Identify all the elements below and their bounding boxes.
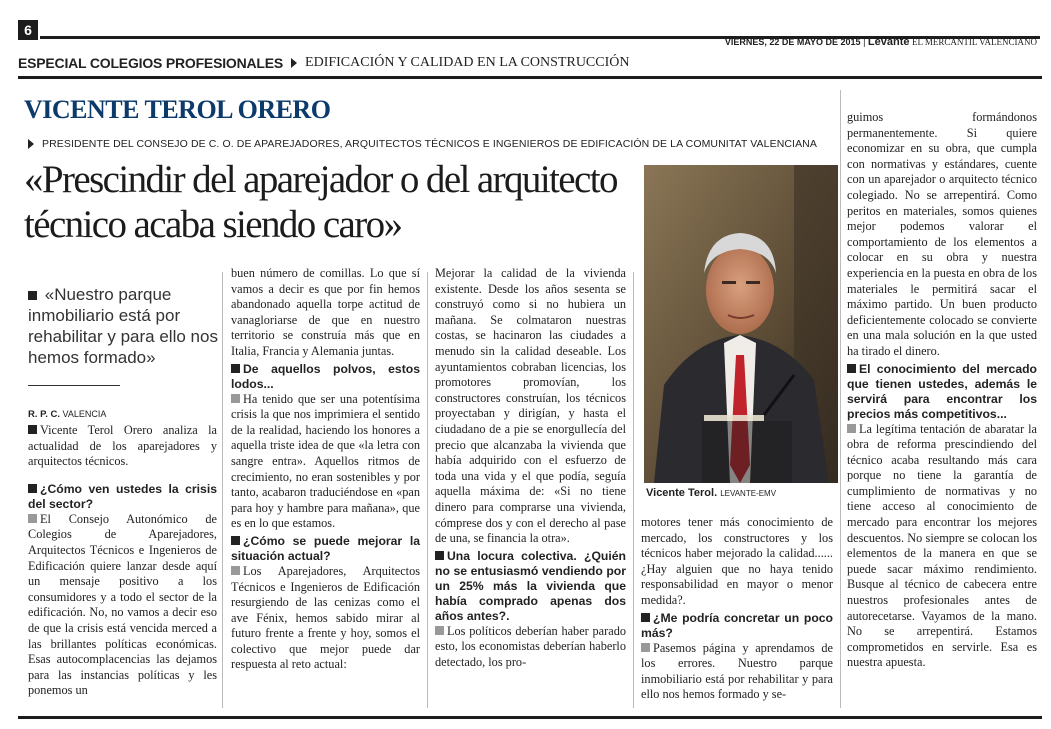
photo-caption [646, 487, 776, 499]
byline [28, 408, 217, 421]
photo-credit: LEVANTE-EMV [720, 489, 777, 498]
column-divider [633, 272, 634, 708]
answer: Los Aparejadores, Arquitectos Técnicos e Ingenieros de Edificación resurgiendo de las cenizas como el ave Fénix, hemos sabido mirar al futuro frente a frente y hoy, somos el colectivo que mejor puede dar respuesta al reto actual: [231, 563, 420, 672]
question-marker-icon [641, 613, 650, 622]
issue-date: VIERNES, 22 DE MAYO DE 2015 [724, 37, 861, 47]
question-marker-icon [847, 364, 856, 373]
brand-subtitle: EL MERCANTIL VALENCIANO [912, 37, 1037, 47]
section-subtitle: EDIFICACIÓN Y CALIDAD EN LA CONSTRUCCIÓN [305, 55, 630, 70]
section-lead: ESPECIAL COLEGIOS PROFESIONALES [18, 55, 284, 71]
question: ¿Cómo se puede mejorar la situación actual? [231, 533, 420, 563]
page-number: 6 [18, 20, 38, 40]
column-1 [28, 408, 217, 699]
role-text: PRESIDENTE DEL CONSEJO DE C. O. DE APAREJADORES, ARQUITECTOS TÉCNICOS E INGENIEROS DE EDIFICACIÓN DE LA COMUNITAT VALENCIANA [42, 138, 817, 150]
question-marker-icon [435, 551, 444, 560]
answer: La legítima tentación de abaratar la obra de reforma prescindiendo del técnico acaba resultando más cara porque no tiene la garantía de cumplimiento de normativas y no tiene acceso al conocimiento de mercado para encontrar los mejores descuentos. No siempre se colocan los elementos de la manera en que se puede sacar máximo rendimiento. Busque al técnico de cabecera entre nuestros profesionales antes de autorecetarse. Vayamos de la mano. No se arrepentirá. Estamos comprometidos en servirle. Esa es nuestra apuesta. [847, 421, 1037, 670]
paragraph: buen número de comillas. Lo que sí vamos a decir es que por fin hemos abandonado aquella torpe actitud de vanagloriarse de que en nuestro territorio se construía más que en Italia, Francia y Alemania juntas. [231, 266, 420, 358]
question-marker-icon [231, 364, 240, 373]
answer-marker-icon [641, 643, 650, 652]
answer-marker-icon [847, 424, 856, 433]
answer-marker-icon [231, 566, 240, 575]
lead-marker-icon [28, 425, 37, 434]
bottom-rule [18, 716, 1042, 719]
answer: Los políticos deberían haber parado esto, los economistas deberían haberlo detectado, los pro- [435, 623, 626, 669]
answer-marker-icon [231, 394, 240, 403]
answer: Ha tenido que ser una potentísima crisis la que nos imprimiera el sentido de la realidad, haciendo los honores a aquella triste idea de que «la letra con sangre entra». Aquellos ritmos de crecimiento, no eran sostenibles y por tanto, acabaron traduciéndose en «pan para hoy y hambre para mañana», que es en lo que estamos. [231, 391, 420, 531]
triangle-icon [28, 139, 34, 149]
question-marker-icon [231, 536, 240, 545]
paragraph: motores tener más conocimiento de mercado, los constructores y los técnicos haber mejorado la calidad......¿Hay alguien que no haya tenido responsabilidad en mayor o menor medida?. [641, 515, 833, 607]
byline-place: VALENCIA [62, 409, 107, 419]
answer: El Consejo Autonómico de Colegios de Aparejadores, Arquitectos Técnicos e Ingenieros de Edificación quiere lanzar desde aquí un mensaje positivo a los consumidores y a todo el sector de la edificación. No, no vamos a decir eso de que la crisis está vencida merced a las brillantes políticas económicas. Esas autocomplacencias las dejamos para las instancias políticas y les ponemos un [28, 511, 217, 698]
question: El conocimiento del mercado que tienen ustedes, además le servirá para encontrar los precios más competitivos... [847, 361, 1037, 421]
brand-name: Levante [867, 36, 910, 48]
section-bar [18, 50, 1042, 79]
question: Una locura colectiva. ¿Quién no se entusiasmó vendiendo por un 25% más la vivienda que había comprado apenas dos años antes?. [435, 548, 626, 623]
portrait-photo [644, 165, 838, 483]
pull-quote-text: «Nuestro parque inmobiliario está por rehabilitar y para ello nos hemos formado» [28, 285, 218, 367]
interviewee-name: VICENTE TEROL ORERO [24, 95, 331, 124]
question: ¿Cómo ven ustedes la crisis del sector? [28, 481, 217, 511]
triangle-icon [291, 58, 297, 68]
paragraph: Mejorar la calidad de la vivienda existente. Desde los años sesenta se construyó como si no hubiera un mañana. Se colmataron nuestras costas, se hacinaron las ciudades a menudo sin la calidad deseable. Los ayuntamientos cobraban licencias, los promotores promovían, los constructores construían, los técnicos proyectaban y dirigían, y hasta el ciudadano de a pie se enorgullecía del precio que alcanzaba la vivienda que había adquirido con el esfuerzo de toda una vida y el que podía, seguía aquella máxima de: «Si no tiene dinero para comprarse una vivienda, cómprese dos y con el derecho al pase de una, se financia la otra». [435, 266, 626, 546]
column-5 [847, 110, 1037, 671]
quote-marker-icon [28, 291, 37, 300]
column-2 [231, 266, 420, 673]
masthead-line: VIERNES, 22 DE MAYO DE 2015 | Levante EL MERCANTIL VALENCIANO [724, 36, 1037, 48]
headline: «Prescindir del aparejador o del arquitecto técnico acaba siendo caro» [24, 158, 617, 246]
answer-marker-icon [28, 514, 37, 523]
question-marker-icon [28, 484, 37, 493]
question: De aquellos polvos, estos lodos... [231, 361, 420, 391]
byline-author: R. P. C. [28, 409, 61, 420]
answer: Pasemos página y aprendamos de los errores. Nuestro parque inmobiliario está por rehabilitar y para ello nos hemos formado y se- [641, 640, 833, 702]
question: ¿Me podría concretar un poco más? [641, 610, 833, 640]
portrait-illustration [644, 165, 838, 483]
column-divider [427, 272, 428, 708]
paragraph: guimos formándonos permanentemente. Si quiere economizar en su obra, que cumpla con normativas y estándares, cuente con un aparejador o arquitecto técnico colegiado. No se arrepentirá. Como peritos en materiales, somos quienes mejor podemos valorar el comportamiento de los elementos a colocar en su obra y nuestra experiencia en la puesta en obra de los materiales le permitirá sacar el máximo partido. Un buen producto deficientemente colocado se convierte en una mala solución en la que usted ha tirado el dinero. [847, 110, 1037, 358]
intro-paragraph: Vicente Terol Orero analiza la actualidad de los aparejadores y arquitectos técnicos. [28, 423, 217, 469]
column-3 [435, 266, 626, 670]
answer-marker-icon [435, 626, 444, 635]
column-divider [222, 272, 223, 708]
pull-quote [28, 284, 218, 368]
column-divider [840, 90, 841, 708]
caption-text: Vicente Terol. [646, 487, 718, 499]
pull-quote-rule [28, 385, 120, 386]
column-4 [641, 515, 833, 703]
interviewee-role [28, 138, 817, 150]
